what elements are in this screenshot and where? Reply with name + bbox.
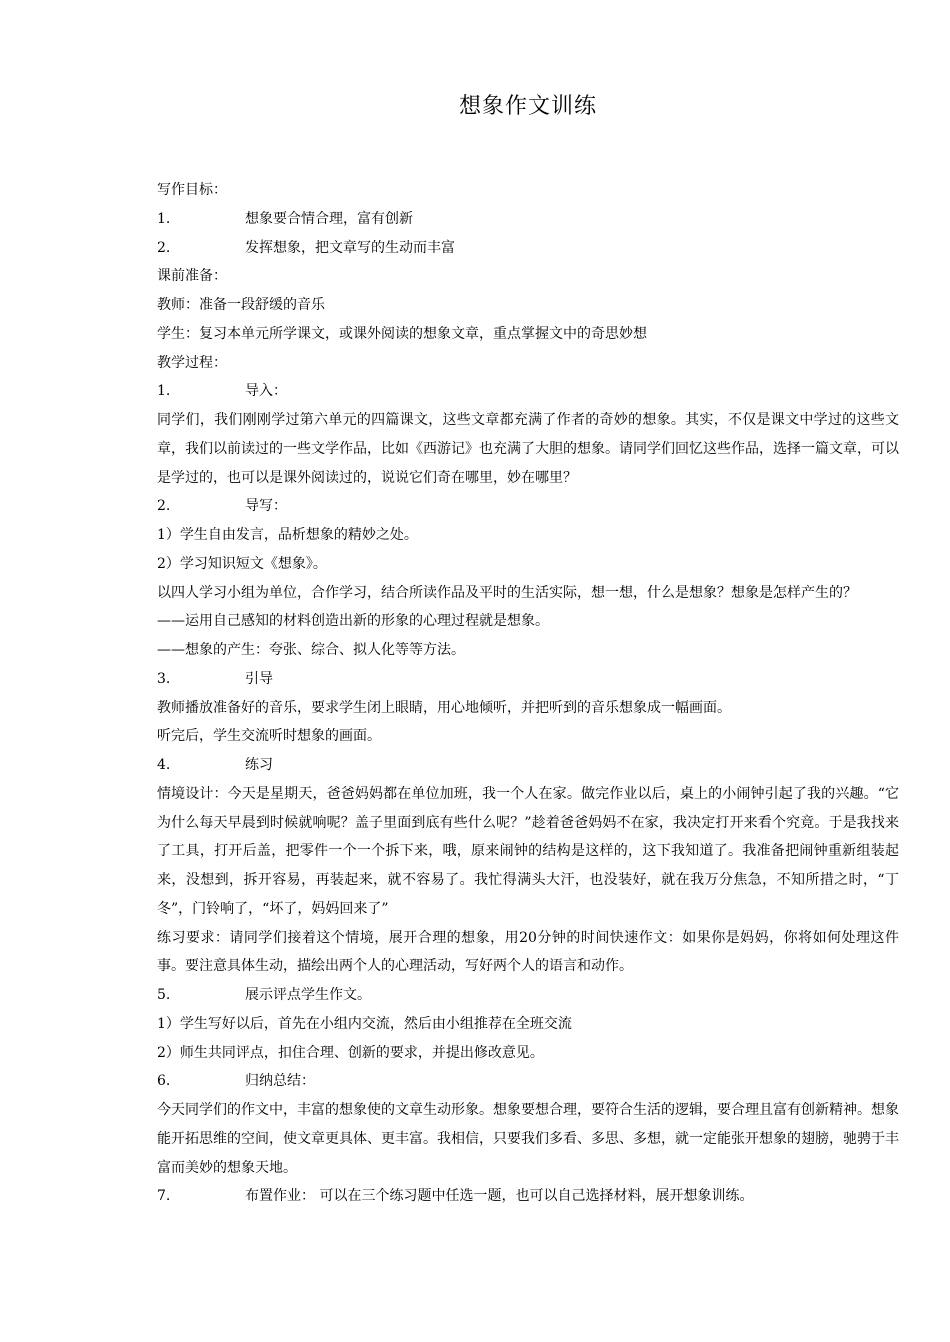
sub-item: 2）师生共同评点，扣住合理、创新的要求，并提出修改意见。 <box>157 1044 544 1061</box>
summary-paragraph: 今天同学们的作文中，丰富的想象使的文章生动形象。想象要想合理，要符合生活的逻辑，要合理且富有创新精神。想象能开拓思维的空间，使文章更具体、更丰富。我相信，只要我们多看、多思、多想，就一定能张开想象的翅膀，驰骋于丰富而美妙的想象天地。 <box>157 1102 899 1176</box>
sub-item: 1）学生写好以后，首先在小组内交流，然后由小组推荐在全班交流 <box>157 1015 572 1032</box>
list-number: 1. <box>157 210 171 227</box>
step-title: 归纳总结： <box>245 1073 315 1090</box>
process-heading: 教学过程： <box>157 354 227 371</box>
sub-item: 1）学生自由发言，品析想象的精妙之处。 <box>157 527 418 543</box>
step-paragraph: 听完后，学生交流听时想象的画面。 <box>157 728 381 745</box>
step-title: 导入： <box>245 383 287 400</box>
step-heading <box>157 751 899 780</box>
prep-heading: 课前准备： <box>157 268 227 285</box>
step-title: 展示评点学生作文。 <box>245 987 371 1003</box>
step-heading <box>157 377 899 406</box>
step-title: 布置作业： 可以在三个练习题中任选一题，也可以自己选择材料，展开想象训练。 <box>245 1188 754 1205</box>
sub-item: 2）学习知识短文《想象》。 <box>157 555 327 572</box>
step-paragraph: 以四人学习小组为单位，合作学习，结合所读作品及平时的生活实际，想一想，什么是想象？想象是怎样产生的？ <box>157 584 857 601</box>
list-number: 6. <box>157 1073 171 1090</box>
step-heading <box>157 1067 899 1096</box>
goal-item <box>157 234 899 263</box>
document-title: 想象作文训练 <box>458 94 597 119</box>
step-paragraph: 教师播放准备好的音乐，要求学生闭上眼睛，用心地倾听，并把听到的音乐想象成一幅画面。 <box>157 699 731 716</box>
step-paragraph: 同学们，我们刚刚学过第六单元的四篇课文，这些文章都充满了作者的奇妙的想象。其实，不仅是课文中学过的这些文章，我们以前读过的一些文学作品，比如《西游记》也充满了大胆的想象。请同学们回忆这些作品，选择一篇文章，可以是学过的，也可以是课外阅读过的，说说它们奇在哪里，妙在哪里？ <box>157 412 899 486</box>
goal-item <box>157 205 899 234</box>
goal-heading: 写作目标： <box>157 182 227 198</box>
step-heading <box>157 665 899 694</box>
prep-student: 学生：复习本单元所学课文，或课外阅读的想象文章，重点掌握文中的奇思妙想 <box>157 325 647 342</box>
list-number: 2. <box>157 239 171 256</box>
prep-teacher: 教师：准备一段舒缓的音乐 <box>157 297 325 313</box>
scene-paragraph: 情境设计：今天是星期天，爸爸妈妈都在单位加班，我一个人在家。做完作业以后，桌上的小闹钟引起了我的兴趣。“它为什么每天早晨到时候就响呢？盖子里面到底有些什么呢？”趁着爸爸妈妈不在家，我决定打开来看个究竟。于是我找来了工具，打开后盖，把零件一个一个拆下来，哦，原来闹钟的结构是这样的，这下我知道了。我准备把闹钟重新组装起来，没想到，拆开容易，再装起来，就不容易了。我忙得满头大汗，也没装好，就在我万分焦急，不知所措之时，“丁冬”，门铃响了，“坏了，妈妈回来了” <box>157 785 899 917</box>
goal-text: 发挥想象，把文章写的生动而丰富 <box>245 239 455 256</box>
step-heading <box>157 492 899 521</box>
list-number: 3. <box>157 670 171 687</box>
step-heading <box>157 981 899 1010</box>
goal-text: 想象要合情合理，富有创新 <box>245 210 413 227</box>
step-title: 练习 <box>245 757 273 773</box>
list-number: 2. <box>157 498 171 515</box>
document-body <box>157 176 899 1211</box>
definition-line: ——运用自己感知的材料创造出新的形象的心理过程就是想象。 <box>157 613 549 630</box>
list-number: 1. <box>157 383 171 400</box>
step-title: 导写： <box>245 498 287 515</box>
list-number: 7. <box>157 1188 171 1205</box>
list-number: 4. <box>157 757 171 773</box>
step-heading <box>157 1182 899 1211</box>
requirement-paragraph: 练习要求：请同学们接着这个情境，展开合理的想象，用20分钟的时间快速作文：如果你是妈妈，你将如何处理这件事。要注意具体生动，描绘出两个人的心理活动，写好两个人的语言和动作。 <box>157 929 899 975</box>
list-number: 5. <box>157 987 171 1003</box>
step-title: 引导 <box>245 670 273 687</box>
definition-line: ——想象的产生：夸张、综合、拟人化等等方法。 <box>157 642 465 658</box>
